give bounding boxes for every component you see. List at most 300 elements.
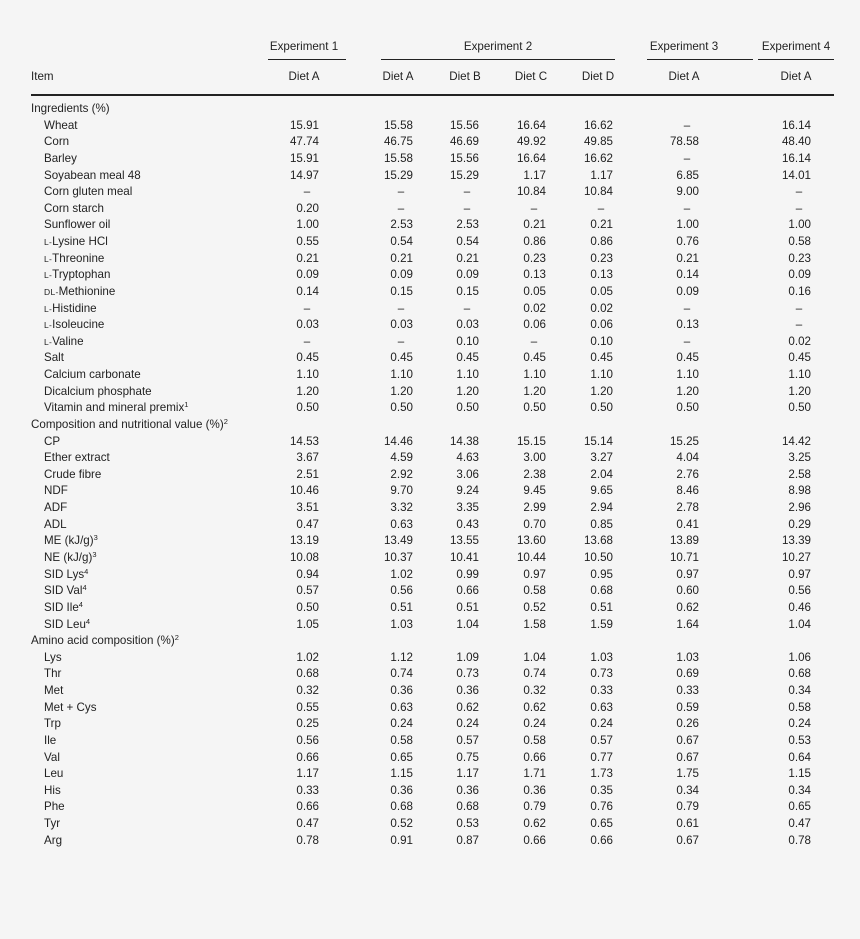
- table-cell: 0.86: [590, 235, 613, 249]
- table-cell: 0.69: [676, 667, 699, 681]
- table-cell: 1.10: [296, 368, 319, 382]
- table-cell: 0.58: [523, 733, 546, 747]
- table-cell: 15.91: [289, 151, 319, 165]
- table-cell: 0.63: [390, 517, 413, 531]
- row-label-text: ADL: [44, 517, 67, 531]
- table-cell: 8.98: [788, 484, 811, 498]
- table-cell: –: [795, 185, 803, 199]
- table-cell: 0.99: [456, 567, 479, 581]
- table-cell: 0.67: [676, 750, 699, 764]
- table-cell: 10.84: [516, 185, 546, 199]
- table-cell: 0.14: [676, 268, 699, 282]
- table-cell: 0.50: [788, 401, 811, 415]
- table-cell: 14.97: [289, 168, 319, 182]
- table-cell: 10.41: [449, 551, 479, 564]
- stereo-prefix: L-: [44, 237, 53, 248]
- table-cell: 0.68: [788, 667, 811, 681]
- table-cell: 0.23: [590, 251, 613, 265]
- table-cell: 0.68: [590, 584, 613, 598]
- row-label: [44, 734, 56, 748]
- experiment-3-rule: [647, 59, 753, 60]
- table-cell: 0.86: [523, 235, 546, 249]
- stereo-prefix: L-: [44, 320, 53, 331]
- table-cell: 0.45: [590, 351, 613, 365]
- table-cell: 13.39: [781, 534, 811, 548]
- table-cell: 2.58: [788, 467, 811, 481]
- table-cell: –: [683, 151, 691, 165]
- table-cell: –: [795, 201, 803, 215]
- table-cell: 1.75: [676, 767, 699, 781]
- table-cell: 0.06: [590, 318, 613, 332]
- table-cell: 1.15: [390, 767, 413, 781]
- table-cell: 14.01: [781, 168, 811, 182]
- row-label-text: SID Lys: [44, 567, 85, 581]
- footnote-marker: 4: [78, 599, 83, 609]
- table-cell: 2.99: [523, 501, 546, 515]
- experiment-3-header: Experiment 3: [649, 40, 719, 53]
- stereo-prefix: L-: [44, 270, 53, 281]
- table-cell: 0.63: [590, 700, 613, 714]
- table-cell: 0.03: [296, 318, 319, 332]
- table-cell: 0.02: [788, 334, 811, 348]
- table-cell: 1.00: [296, 218, 319, 232]
- table-cell: 0.24: [390, 717, 413, 731]
- table-cell: 0.52: [523, 600, 546, 614]
- row-label: [44, 435, 60, 449]
- table-cell: 0.09: [788, 268, 811, 282]
- row-label: [44, 468, 101, 482]
- row-label: [44, 351, 64, 365]
- experiment-4-rule: [758, 59, 834, 60]
- table-cell: 0.26: [676, 717, 699, 731]
- row-label: [44, 135, 69, 149]
- table-cell: 0.03: [456, 318, 479, 332]
- footnote-marker: 3: [93, 533, 98, 543]
- table-cell: 4.59: [390, 451, 413, 465]
- table-cell: 3.25: [788, 451, 811, 465]
- table-cell: 78.58: [669, 135, 699, 149]
- table-cell: 0.21: [296, 251, 319, 265]
- row-label-text: Valine: [52, 334, 84, 348]
- table-cell: 0.66: [590, 833, 613, 847]
- table-cell: 1.03: [590, 650, 613, 664]
- table-cell: 0.65: [590, 817, 613, 831]
- table-cell: 0.51: [390, 600, 413, 614]
- table-cell: 0.97: [676, 567, 699, 581]
- experiment-1-rule: [268, 59, 346, 60]
- table-cell: 0.45: [676, 351, 699, 365]
- table-cell: 0.20: [296, 201, 319, 215]
- table-cell: 0.47: [296, 517, 319, 531]
- section-title: [31, 418, 228, 432]
- table-cell: –: [683, 334, 691, 348]
- row-label-text: Corn: [44, 135, 70, 149]
- row-label-text: ADF: [44, 501, 68, 515]
- row-label-text: His: [44, 783, 61, 797]
- row-label: [44, 451, 110, 465]
- table-cell: 49.85: [583, 135, 613, 149]
- table-cell: 0.68: [390, 800, 413, 814]
- table-cell: 0.50: [456, 401, 479, 415]
- row-label: [44, 235, 108, 249]
- table-cell: 1.17: [456, 767, 479, 781]
- section-title-text: Ingredients (%): [31, 102, 110, 115]
- table-cell: 3.51: [296, 501, 319, 515]
- table-cell: –: [303, 334, 311, 348]
- diet-header-2: Diet A: [382, 70, 414, 83]
- row-label-text: SID Val: [44, 584, 83, 598]
- table-cell: 0.47: [788, 817, 811, 831]
- table-cell: 0.50: [523, 401, 546, 415]
- row-label: [44, 701, 97, 715]
- table-cell: 0.66: [296, 750, 319, 764]
- experiment-4-header: Experiment 4: [761, 40, 831, 53]
- table-cell: 0.50: [296, 600, 319, 614]
- table-cell: 0.58: [788, 700, 811, 714]
- row-label: [44, 651, 62, 665]
- table-cell: 49.92: [516, 135, 546, 149]
- row-label: [44, 518, 67, 532]
- section-title-text: Composition and nutritional value (%): [31, 417, 224, 431]
- table-cell: 0.97: [788, 567, 811, 581]
- table-cell: 1.04: [788, 617, 811, 631]
- table-cell: 0.36: [390, 684, 413, 698]
- table-cell: 1.17: [296, 767, 319, 781]
- row-label-text: Crude fibre: [44, 467, 102, 481]
- table-cell: 15.15: [516, 434, 546, 448]
- table-cell: 0.02: [590, 301, 613, 315]
- section-title: [31, 102, 110, 116]
- row-label-text: Isoleucine: [52, 318, 105, 332]
- section-title: [31, 634, 179, 648]
- row-label-text: CP: [44, 434, 61, 448]
- table-cell: 0.91: [390, 833, 413, 847]
- table-cell: 2.38: [523, 467, 546, 481]
- row-label-text: NE (kJ/g): [44, 551, 93, 564]
- table-cell: 0.61: [676, 817, 699, 831]
- table-cell: 0.73: [590, 667, 613, 681]
- row-label-text: Threonine: [52, 251, 105, 265]
- table-cell: 15.29: [383, 168, 413, 182]
- table-cell: 0.23: [788, 251, 811, 265]
- table-cell: 15.56: [449, 118, 479, 132]
- table-cell: 1.20: [390, 384, 413, 398]
- row-label-text: Leu: [44, 767, 64, 781]
- table-cell: 1.03: [676, 650, 699, 664]
- table-cell: 0.33: [590, 684, 613, 698]
- table-cell: 0.13: [676, 318, 699, 332]
- row-label: [44, 169, 141, 183]
- table-cell: 0.51: [456, 600, 479, 614]
- table-cell: 0.57: [456, 733, 479, 747]
- table-cell: 46.75: [383, 135, 413, 149]
- row-label: [44, 302, 97, 316]
- stereo-prefix: DL-: [44, 286, 59, 297]
- table-cell: 6.85: [676, 168, 699, 182]
- table-cell: 9.00: [676, 185, 699, 199]
- table-cell: 0.62: [456, 700, 479, 714]
- table-cell: 1.10: [590, 368, 613, 382]
- row-label: [44, 534, 98, 548]
- table-cell: 2.53: [456, 218, 479, 232]
- footnote-marker: 4: [84, 566, 89, 576]
- table-cell: 9.45: [523, 484, 546, 498]
- table-cell: 3.00: [523, 451, 546, 465]
- row-label: [44, 218, 110, 232]
- table-cell: 0.74: [390, 667, 413, 681]
- table-cell: 0.51: [590, 600, 613, 614]
- row-label: [44, 817, 60, 831]
- table-cell: 1.10: [390, 368, 413, 382]
- table-cell: 2.92: [390, 467, 413, 481]
- table-cell: 0.06: [523, 318, 546, 332]
- table-cell: 0.54: [456, 235, 479, 249]
- row-label-text: Met: [44, 684, 64, 698]
- table-cell: 15.14: [583, 434, 613, 448]
- table-cell: 15.58: [383, 151, 413, 165]
- row-label-text: Vitamin and mineral premix: [44, 401, 185, 415]
- table-cell: –: [683, 301, 691, 315]
- table-cell: 0.58: [523, 584, 546, 598]
- table-cell: 0.78: [788, 833, 811, 847]
- table-cell: 1.20: [296, 384, 319, 398]
- table-cell: 0.46: [788, 600, 811, 614]
- table-cell: 10.50: [583, 551, 613, 564]
- table-cell: –: [530, 334, 538, 348]
- row-label-text: Sunflower oil: [44, 218, 111, 232]
- table-cell: 3.32: [390, 501, 413, 515]
- item-column-header: Item: [31, 70, 54, 83]
- table-cell: 13.68: [583, 534, 613, 548]
- row-label: [44, 800, 65, 814]
- row-label-text: Dicalcium phosphate: [44, 384, 152, 398]
- table-cell: 0.57: [296, 584, 319, 598]
- table-cell: 13.19: [289, 534, 319, 548]
- row-label-text: SID Ile: [44, 600, 79, 614]
- footnote-marker: 1: [184, 400, 189, 410]
- table-cell: 0.52: [390, 817, 413, 831]
- table-cell: 1.00: [788, 218, 811, 232]
- table-cell: 9.65: [590, 484, 613, 498]
- table-cell: 1.20: [788, 384, 811, 398]
- table-cell: 0.21: [590, 218, 613, 232]
- table-cell: 0.66: [296, 800, 319, 814]
- table-cell: 47.74: [289, 135, 319, 149]
- table-cell: 1.17: [523, 168, 546, 182]
- table-cell: 0.32: [523, 684, 546, 698]
- table-cell: 0.68: [456, 800, 479, 814]
- table-cell: 13.89: [669, 534, 699, 548]
- table-cell: 1.58: [523, 617, 546, 631]
- table-cell: 14.42: [781, 434, 811, 448]
- table-cell: 9.70: [390, 484, 413, 498]
- table-cell: 0.95: [590, 567, 613, 581]
- row-label-text: Lys: [44, 650, 62, 664]
- table-cell: 0.50: [676, 401, 699, 415]
- table-cell: 0.25: [296, 717, 319, 731]
- table-cell: 2.96: [788, 501, 811, 515]
- footnote-marker: 3: [92, 550, 97, 559]
- footnote-marker: 4: [85, 616, 91, 626]
- table-cell: 0.47: [296, 817, 319, 831]
- table-cell: –: [463, 185, 471, 199]
- table-cell: 10.37: [383, 551, 413, 564]
- row-label: [44, 551, 96, 565]
- row-label: [44, 185, 132, 199]
- stereo-prefix: L-: [44, 303, 53, 314]
- table-cell: 16.64: [516, 151, 546, 165]
- table-cell: 16.14: [781, 151, 811, 165]
- table-cell: 10.27: [781, 551, 811, 564]
- section-title-text: Amino acid composition (%): [31, 634, 175, 648]
- table-cell: –: [795, 318, 803, 332]
- table-cell: 9.24: [456, 484, 479, 498]
- table-cell: 1.10: [523, 368, 546, 382]
- stereo-prefix: L-: [44, 253, 53, 264]
- table-cell: 0.70: [523, 517, 546, 531]
- table-cell: 14.46: [383, 434, 413, 448]
- row-label-text: Lysine HCl: [52, 235, 108, 249]
- table-cell: 1.73: [590, 767, 613, 781]
- table-cell: –: [397, 301, 405, 315]
- row-label: [44, 717, 61, 731]
- table-cell: 2.94: [590, 501, 613, 515]
- table-cell: 1.15: [788, 767, 811, 781]
- row-label: [44, 618, 90, 632]
- table-cell: 0.75: [456, 750, 479, 764]
- table-cell: 0.56: [788, 584, 811, 598]
- table-cell: 0.09: [676, 284, 699, 298]
- table-cell: 1.64: [676, 617, 699, 631]
- row-label: [44, 318, 104, 332]
- table-cell: 4.63: [456, 451, 479, 465]
- table-cell: 0.56: [390, 584, 413, 598]
- table-cell: 10.71: [669, 551, 699, 564]
- table-cell: 0.24: [788, 717, 811, 731]
- table-cell: 0.15: [456, 284, 479, 298]
- table-cell: 2.53: [390, 218, 413, 232]
- row-label-text: Thr: [44, 667, 62, 681]
- table-cell: 10.08: [289, 551, 319, 564]
- table-cell: 0.34: [788, 684, 811, 698]
- table-cell: 10.84: [583, 185, 613, 199]
- footnote-marker: 4: [82, 583, 87, 593]
- header-bottom-rule: [31, 94, 834, 96]
- table-cell: 0.76: [590, 800, 613, 814]
- footnote-marker: 2: [223, 416, 228, 426]
- row-label-text: Corn gluten meal: [44, 185, 133, 199]
- row-label-text: Barley: [44, 151, 77, 165]
- table-cell: 0.94: [296, 567, 319, 581]
- row-label-text: Histidine: [52, 301, 97, 315]
- table-cell: 0.58: [390, 733, 413, 747]
- table-cell: 1.12: [390, 650, 413, 664]
- row-label-text: Soyabean meal 48: [44, 168, 141, 182]
- row-label-text: Trp: [44, 717, 61, 731]
- table-cell: 0.21: [456, 251, 479, 265]
- row-label-text: Ether extract: [44, 451, 110, 465]
- row-label: [44, 401, 188, 415]
- table-cell: 0.45: [456, 351, 479, 365]
- table-cell: 16.62: [583, 118, 613, 132]
- row-label-text: Corn starch: [44, 201, 104, 215]
- row-label-text: Met + Cys: [44, 700, 97, 714]
- table-cell: 0.16: [788, 284, 811, 298]
- row-label: [44, 484, 68, 498]
- experiment-1-header: Experiment 1: [269, 40, 339, 53]
- row-label: [44, 335, 84, 349]
- table-cell: 16.14: [781, 118, 811, 132]
- table-cell: 0.09: [390, 268, 413, 282]
- table-cell: 0.55: [296, 235, 319, 249]
- stereo-prefix: L-: [44, 336, 53, 347]
- table-cell: 0.32: [296, 684, 319, 698]
- table-cell: 0.60: [676, 584, 699, 598]
- row-label-text: Calcium carbonate: [44, 368, 141, 382]
- diet-header-1: Diet A: [288, 70, 320, 83]
- table-cell: 2.78: [676, 501, 699, 515]
- table-cell: 1.17: [590, 168, 613, 182]
- table-cell: 0.33: [676, 684, 699, 698]
- table-cell: 0.73: [456, 667, 479, 681]
- table-cell: 14.53: [289, 434, 319, 448]
- table-cell: 13.49: [383, 534, 413, 548]
- table-cell: –: [397, 201, 405, 215]
- footnote-marker: 2: [174, 633, 179, 643]
- table-cell: 1.06: [788, 650, 811, 664]
- row-label-text: NDF: [44, 484, 68, 498]
- row-label-text: SID Leu: [44, 617, 86, 631]
- table-cell: 0.33: [296, 783, 319, 797]
- table-cell: 0.15: [390, 284, 413, 298]
- row-label-text: Tyr: [44, 817, 61, 831]
- table-cell: 46.69: [449, 135, 479, 149]
- table-cell: 0.45: [296, 351, 319, 365]
- table-cell: –: [463, 301, 471, 315]
- table-cell: 0.24: [523, 717, 546, 731]
- table-cell: 0.78: [296, 833, 319, 847]
- table-cell: 0.05: [590, 284, 613, 298]
- table-cell: 3.35: [456, 501, 479, 515]
- table-cell: 0.45: [788, 351, 811, 365]
- table-cell: 0.62: [676, 600, 699, 614]
- table-cell: 1.71: [523, 767, 546, 781]
- row-label: [44, 684, 63, 698]
- row-label-text: Ile: [44, 733, 57, 747]
- table-cell: 1.10: [788, 368, 811, 382]
- table-cell: 0.24: [590, 717, 613, 731]
- diet-header-7: Diet A: [780, 70, 812, 83]
- table-cell: 0.21: [676, 251, 699, 265]
- table-cell: 0.65: [788, 800, 811, 814]
- table-cell: 15.25: [669, 434, 699, 448]
- table-cell: 1.20: [590, 384, 613, 398]
- table-cell: 0.24: [456, 717, 479, 731]
- row-label: [44, 385, 152, 399]
- row-label: [44, 202, 104, 216]
- table-cell: 0.10: [456, 334, 479, 348]
- table-cell: 15.56: [449, 151, 479, 165]
- table-cell: 0.09: [456, 268, 479, 282]
- table-cell: 0.58: [788, 235, 811, 249]
- table-cell: 0.10: [590, 334, 613, 348]
- table-cell: 0.02: [523, 301, 546, 315]
- table-cell: 3.67: [296, 451, 319, 465]
- table-cell: 8.46: [676, 484, 699, 498]
- table-cell: 3.06: [456, 467, 479, 481]
- table-cell: 0.21: [523, 218, 546, 232]
- table-cell: 0.50: [296, 401, 319, 415]
